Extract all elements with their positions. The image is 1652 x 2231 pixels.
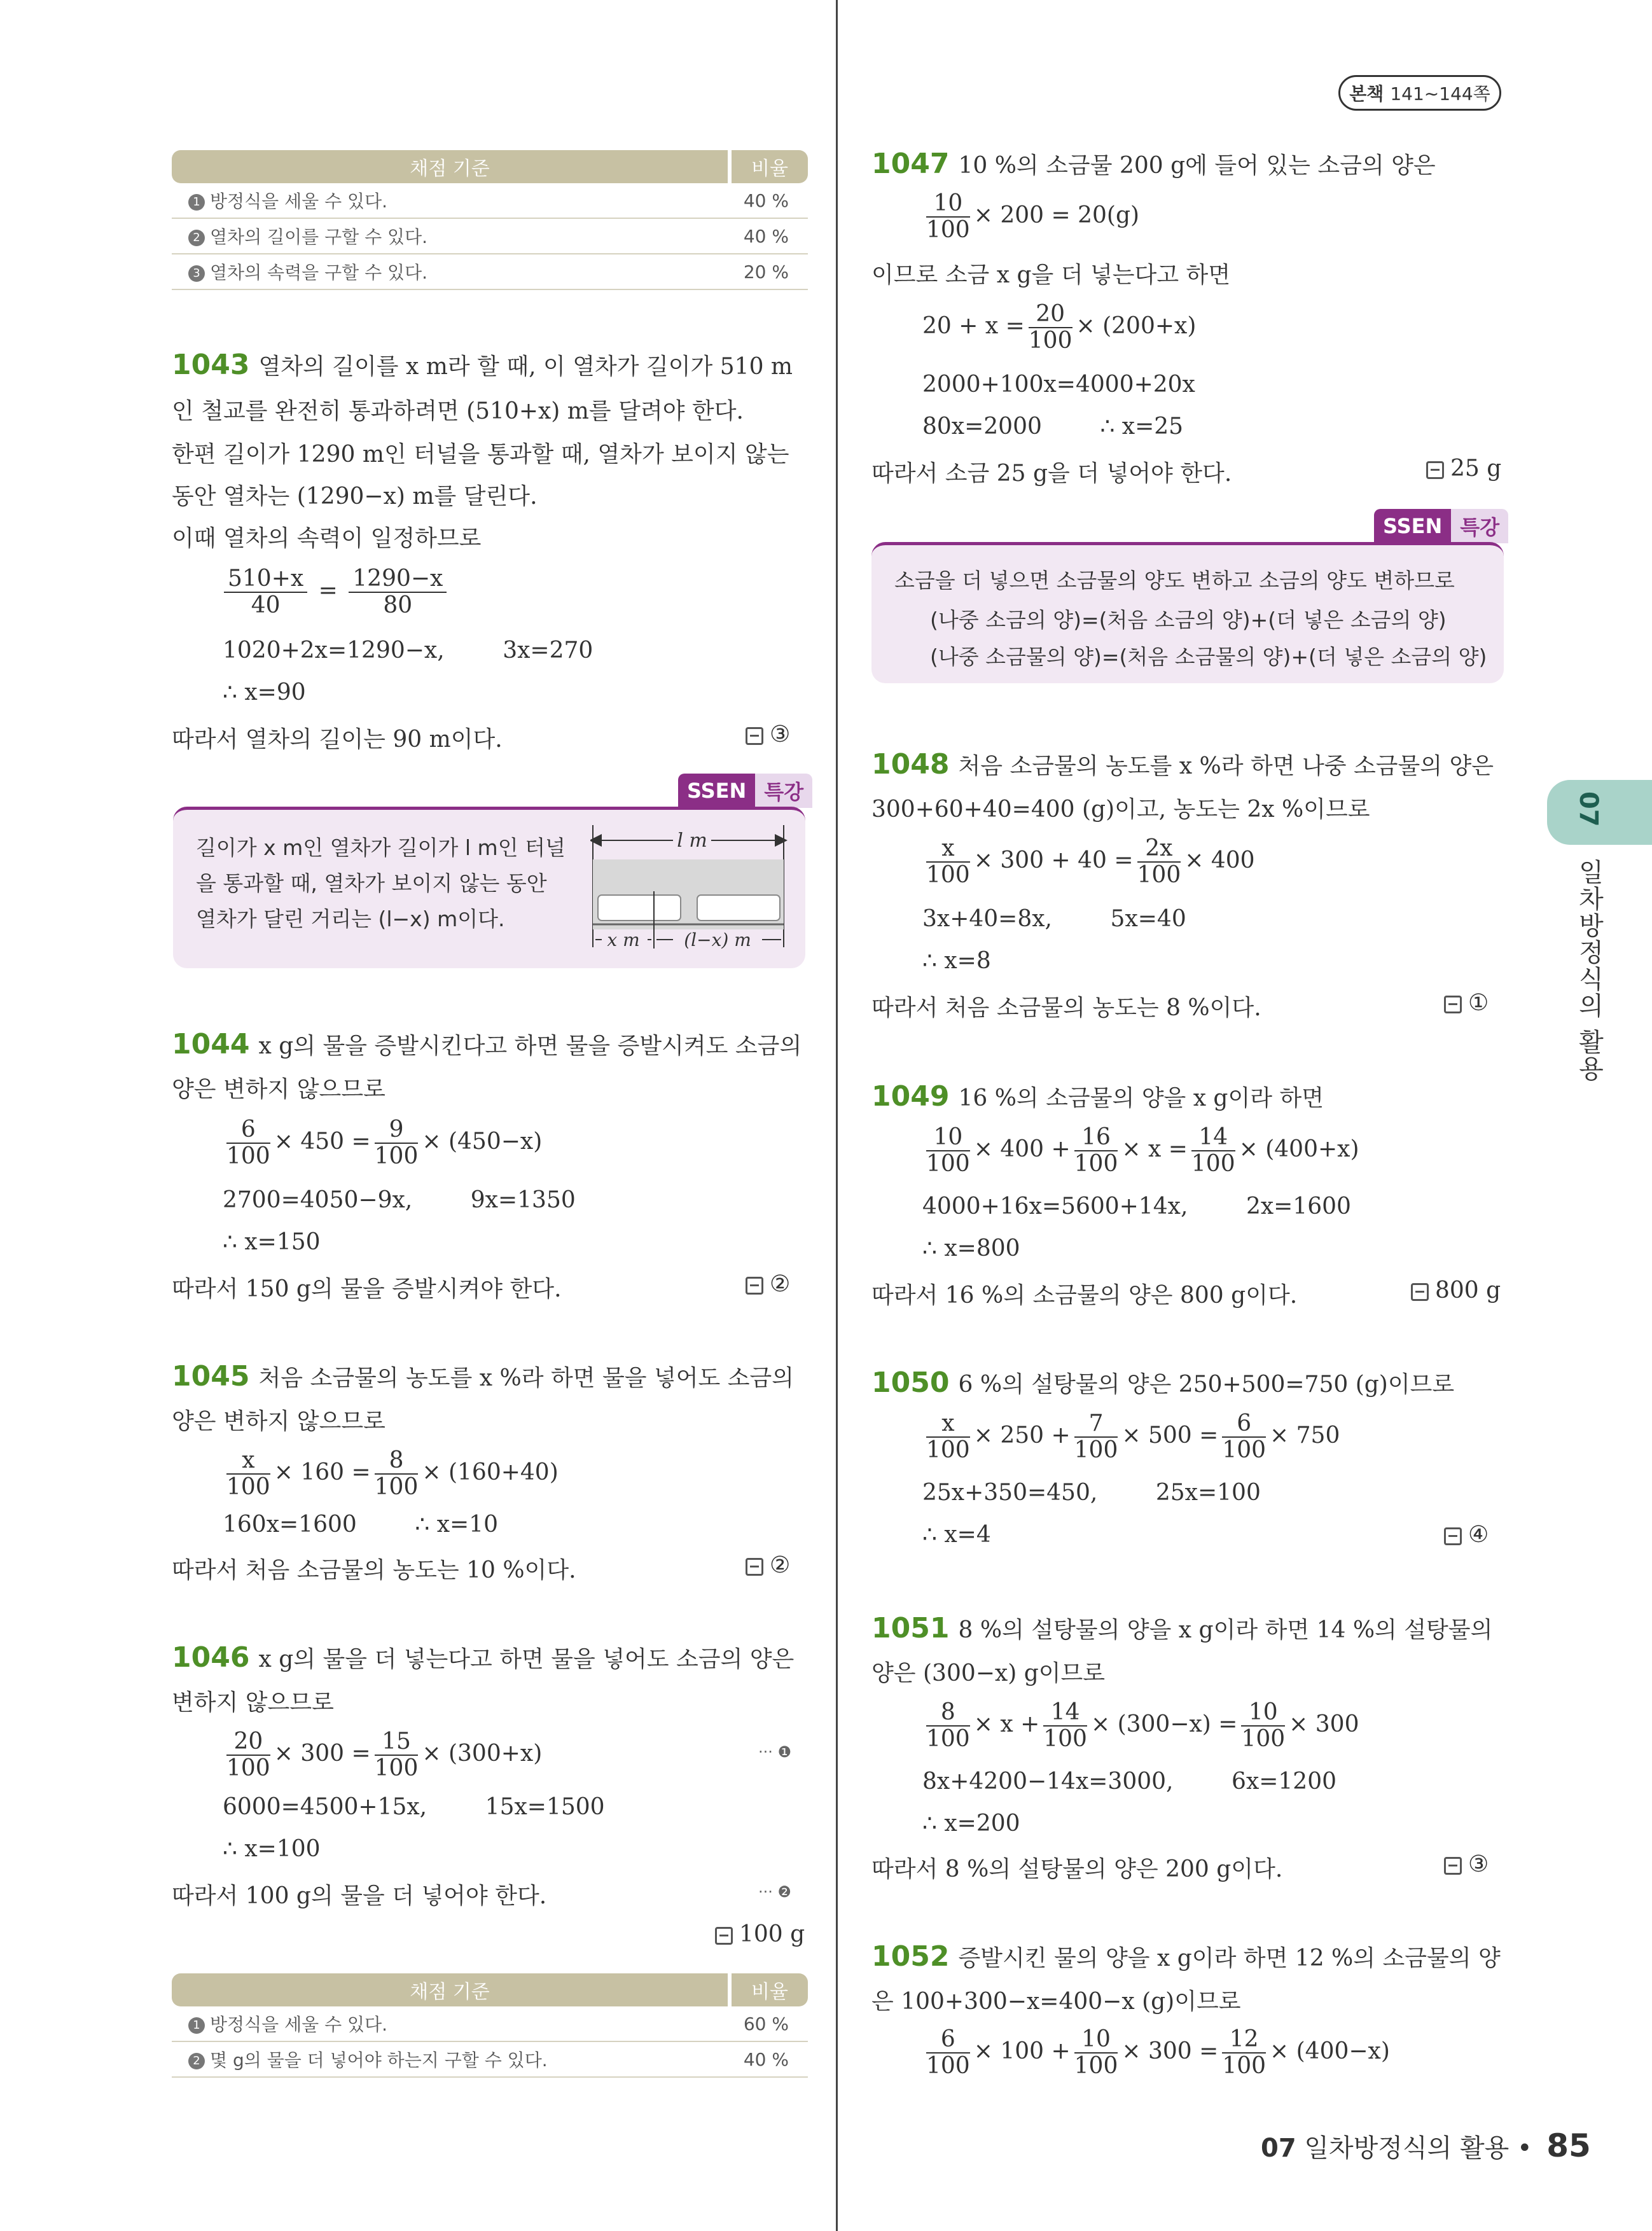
scoring-ratio: 40 % [743,190,789,211]
fraction-bottom: 100 [926,1151,970,1177]
scoring-ratio: 60 % [743,2013,789,2034]
equation [223,1117,542,1169]
answer [1426,455,1501,482]
answer-icon [1444,996,1462,1013]
solution-text: 따라서 150 g의 물을 증발시켜야 한다. [172,1276,562,1302]
answer-icon [1426,461,1444,479]
fraction-top: 15 [375,1729,419,1756]
scoring-table-1 [172,150,808,290]
equation: ∴ x=90 [223,679,306,705]
equation: ∴ x=100 [223,1836,321,1862]
fraction-bottom: 100 [1074,2053,1118,2079]
equation [922,1700,1359,1752]
scoring-ratio: 20 % [743,261,789,282]
scoring-row [172,219,808,254]
fraction-top: 20 [1029,302,1072,328]
footer-title: 일차방정식의 활용 [1304,2134,1510,2163]
problem-number: 1046 [172,1641,250,1674]
scoring-row [172,183,808,219]
answer-icon [1444,1857,1462,1875]
fraction-bottom: 100 [1191,1151,1235,1177]
footer-bullet: • [1517,2134,1532,2163]
solution-text: 10 %의 소금물 200 g에 들어 있는 소금의 양은 [958,153,1436,179]
fraction-bottom: 100 [1137,862,1181,888]
solution-text: 이므로 소금 x g을 더 넣는다고 하면 [871,262,1231,288]
equation: 2000+100x=4000+20x [922,372,1195,398]
solution-text: 16 %의 소금물의 양을 x g이라 하면 [958,1085,1324,1111]
math-term: × x + [973,1711,1040,1737]
problem-number: 1045 [172,1360,250,1393]
fraction-bottom: 40 [251,592,281,618]
answer [746,1552,790,1578]
fraction-top: x [926,836,970,863]
solution-text: 8 %의 설탕물의 양을 x g이라 하면 14 %의 설탕물의 [958,1617,1493,1643]
tip-text: 열차가 달린 거리는 (l−x) m이다. [196,907,505,931]
fraction-top: 16 [1074,1125,1118,1151]
answer-value: 25 g [1450,455,1502,482]
equation: ∴ x=150 [223,1229,321,1255]
solution-text: 따라서 열차의 길이는 90 m이다. [172,726,503,753]
solution-text: 이때 열차의 속력이 일정하므로 [172,525,482,552]
fraction-bottom: 100 [926,1726,970,1752]
chapter-tab-number: 07 [1574,791,1603,827]
step-marker: ··· ❷ [758,1883,792,1901]
math-term: × 500 = [1121,1422,1219,1449]
equation: ∴ x=200 [922,1811,1020,1837]
ssen-tag-special: 특강 [1451,509,1508,543]
solution-text: 300+60+40=400 (g)이고, 농도는 2x %이므로 [871,796,1370,823]
answer [746,1271,790,1297]
solution-text: 처음 소금물의 농도를 x %라 하면 물을 넣어도 소금의 [258,1365,795,1391]
problem-number: 1049 [871,1080,950,1113]
equation [220,566,450,618]
fraction-bottom: 100 [226,1755,270,1781]
solution-text: 열차의 길이를 x m라 할 때, 이 열차가 길이가 510 m [258,354,793,380]
solution-text: 따라서 100 g의 물을 더 넣어야 한다. [172,1883,547,1909]
page-number: 85 [1546,2127,1591,2164]
footer-chapter: 07 [1261,2134,1296,2163]
tip-text: (나중 소금의 양)=(처음 소금의 양)+(더 넣은 소금의 양) [930,608,1447,632]
solution-text: 변하지 않으므로 [172,1690,334,1716]
answer [1411,1277,1501,1303]
solution-text: 인 철교를 완전히 통과하려면 (510+x) m를 달려야 한다. [172,398,744,424]
solution-text: 한편 길이가 1290 m인 터널을 통과할 때, 열차가 보이지 않는 [172,441,789,468]
scoring-ratio: 40 % [743,225,789,247]
scoring-criterion: 방정식을 세울 수 있다. [210,191,388,212]
equation: 2700=4050−9x, 9x=1350 [223,1187,576,1213]
tip-text: 소금을 더 넣으면 소금물의 양도 변하고 소금의 양도 변하므로 [894,568,1455,593]
chapter-tab [1547,780,1652,845]
solution-text: 따라서 16 %의 소금물의 양은 800 g이다. [871,1282,1298,1309]
solution-text: x g의 물을 증발시킨다고 하면 물을 증발시켜도 소금의 [258,1033,802,1059]
math-term: × 300 = [274,1741,371,1767]
math-term: × 300 = [1121,2038,1219,2064]
answer-value: 100 g [739,1921,805,1947]
equation: 80x=2000 ∴ x=25 [922,414,1184,440]
answer [1444,1522,1489,1548]
solution-text: 증발시킨 물의 양을 x g이라 하면 12 %의 소금물의 양 [958,1945,1501,1971]
scoring-ratio: 40 % [743,2048,789,2070]
answer-value: ④ [1468,1522,1489,1548]
fraction-top: 1290−x [349,566,447,593]
fraction-top: 12 [1222,2027,1266,2054]
figure-label-hidden: (l−x) m [684,929,751,950]
math-term: × 400 + [973,1136,1071,1162]
equals-sign: = [318,578,338,604]
ssen-tag [678,774,812,808]
fraction-bottom: 100 [374,1474,419,1500]
page-footer [1261,2127,1591,2164]
math-term: × (200+x) [1076,313,1197,339]
fraction-bottom: 100 [374,1143,419,1169]
fraction-bottom: 100 [926,2053,970,2079]
problem-number: 1048 [871,748,950,781]
scoring-criterion: 열차의 길이를 구할 수 있다. [210,226,428,247]
fraction-top: 14 [1191,1125,1235,1151]
scoring-head-ratio: 비율 [732,1973,808,2006]
fraction-bottom: 100 [1222,1437,1267,1463]
answer-icon [746,727,763,745]
answer-value: ② [770,1271,791,1297]
answer-icon [746,1558,763,1576]
equation: 6000=4500+15x, 15x=1500 [223,1794,605,1820]
scoring-criterion: 방정식을 세울 수 있다. [210,2014,388,2035]
tip-text: (나중 소금물의 양)=(처음 소금물의 양)+(더 넣은 소금의 양) [930,644,1487,669]
column-divider [836,0,838,2231]
equation: 4000+16x=5600+14x, 2x=1600 [922,1193,1351,1220]
answer-value: ③ [770,721,791,747]
solution-text: 은 100+300−x=400−x (g)이므로 [871,1989,1241,2015]
fraction-bottom: 100 [926,862,970,888]
scoring-criterion: 열차의 속력을 구할 수 있다. [210,262,428,283]
fraction-top: x [926,1411,970,1438]
fraction-top: 2x [1137,836,1181,863]
fraction-bottom: 100 [1074,1151,1118,1177]
step-number-badge: 2 [188,2053,205,2069]
ssen-tip-box [871,542,1504,683]
answer [1444,990,1489,1016]
answer-icon [1444,1527,1462,1545]
math-term: 20 + x = [922,313,1025,339]
fraction-bottom: 100 [1043,1726,1087,1752]
answer [746,721,790,747]
equation: 8x+4200−14x=3000, 6x=1200 [922,1769,1337,1795]
equation [922,2027,1390,2079]
step-number-badge: 1 [188,2017,205,2034]
scoring-head-criteria: 채점 기준 [172,1973,728,2006]
answer-value: ② [770,1552,791,1578]
fraction-top: 8 [375,1448,419,1475]
solution-text: 따라서 처음 소금물의 농도는 10 %이다. [172,1557,576,1583]
scoring-row [172,254,808,290]
scoring-table-2 [172,1973,808,2078]
equation [223,1729,542,1781]
fraction-top: 10 [926,191,970,218]
math-term: × x = [1121,1136,1188,1162]
solution-text: 동안 열차는 (1290−x) m를 달린다. [172,483,538,510]
answer [715,1921,805,1947]
answer-value: ① [1468,990,1489,1016]
tip-text: 을 통과할 때, 열차가 보이지 않는 동안 [196,871,547,896]
fraction-bottom: 100 [226,1143,270,1169]
fraction-bottom: 100 [1028,328,1072,354]
equation: 25x+350=450, 25x=100 [922,1480,1261,1506]
solution-text: 따라서 처음 소금물의 농도는 8 %이다. [871,995,1261,1021]
fraction-bottom: 100 [1222,2053,1267,2079]
math-term: × 450 = [274,1129,371,1155]
equation: ∴ x=800 [922,1235,1020,1261]
solution-text: 처음 소금물의 농도를 x %라 하면 나중 소금물의 양은 [958,753,1494,779]
ssen-tip-box [173,807,805,968]
problem-number: 1047 [871,148,950,180]
scoring-head-ratio: 비율 [732,150,808,183]
solution-text: 양은 변하지 않으므로 [172,1408,385,1435]
problem-number: 1050 [871,1366,950,1399]
fraction-top: 8 [926,1700,970,1727]
equation: ∴ x=8 [922,948,991,974]
fraction-bottom: 100 [1074,1437,1118,1463]
ssen-tag-label: SSEN [678,774,755,808]
math-term: × (400−x) [1270,2038,1390,2064]
figure-label-train: x m [607,929,640,950]
fraction-top: 14 [1043,1700,1087,1727]
equation: 160x=1600 ∴ x=10 [223,1512,498,1538]
solution-text: 6 %의 설탕물의 양은 250+500=750 (g)이므로 [958,1372,1455,1398]
chapter-tab-title: 일차방정식의 활용 [1574,859,1604,1082]
solution-text: 양은 변하지 않으므로 [172,1076,385,1102]
equation [922,302,1196,354]
math-term: × (160+40) [422,1459,559,1485]
equation [922,1125,1359,1177]
fraction-top: 10 [926,1125,970,1151]
answer-value: ③ [1468,1851,1489,1877]
step-number-badge: 1 [188,194,205,211]
math-term: × (400+x) [1239,1136,1359,1162]
fraction-top: 510+x [224,566,307,593]
step-number-badge: 3 [188,265,205,282]
fraction-top: 6 [926,2027,970,2054]
equation [922,1411,1340,1463]
answer-icon [1411,1283,1429,1301]
equation [922,191,1139,243]
train-tunnel-figure [590,821,789,955]
fraction-bottom: 100 [926,1437,970,1463]
scoring-head-criteria: 채점 기준 [172,150,728,183]
equation [223,1448,559,1500]
answer-icon [746,1277,763,1295]
solution-text: 따라서 8 %의 설탕물의 양은 200 g이다. [871,1856,1283,1882]
page-reference-pages: 141∼144쪽 [1390,83,1490,104]
page-reference [1338,75,1501,111]
equation [922,836,1255,888]
ssen-tag-label: SSEN [1374,509,1451,543]
problem-number: 1043 [172,349,250,381]
math-term: × 160 = [274,1459,371,1485]
fraction-top: 20 [226,1729,270,1756]
fraction-top: 10 [1241,1700,1285,1727]
scoring-row [172,2042,808,2078]
tip-text: 길이가 x m인 열차가 길이가 l m인 터널 [196,835,566,860]
math-term: × 100 + [973,2038,1071,2064]
page-reference-label: 본책 [1349,83,1384,104]
equation: 1020+2x=1290−x, 3x=270 [223,637,593,664]
fraction-top: x [226,1448,270,1475]
problem-number: 1051 [871,1612,950,1644]
fraction-bottom: 100 [374,1755,419,1781]
math-term: × (300+x) [422,1741,543,1767]
answer-icon [715,1927,733,1945]
math-term: × 200 = 20(g) [973,202,1140,228]
fraction-bottom: 100 [1241,1726,1286,1752]
fraction-top: 7 [1074,1411,1118,1438]
step-number-badge: 2 [188,230,205,246]
solution-text: 따라서 소금 25 g을 더 넣어야 한다. [871,461,1232,487]
step-marker: ··· ❶ [758,1743,792,1761]
ssen-tag-special: 특강 [755,774,812,808]
solution-text: 양은 (300−x) g이므로 [871,1660,1106,1686]
scoring-row [172,2006,808,2042]
math-term: × 750 [1270,1422,1340,1449]
problem-number: 1052 [871,1940,950,1973]
math-term: × 250 + [973,1422,1071,1449]
math-term: × (450−x) [422,1129,543,1155]
answer [1444,1851,1489,1877]
math-term: × 300 [1289,1711,1359,1737]
ssen-tag [1374,509,1508,543]
fraction-top: 10 [1074,2027,1118,2054]
fraction-top: 9 [375,1117,419,1144]
fraction-bottom: 100 [926,217,970,243]
answer-value: 800 g [1435,1277,1501,1303]
figure-label-tunnel: l m [677,830,707,852]
problem-number: 1044 [172,1028,250,1060]
fraction-bottom: 80 [383,592,413,618]
scoring-criterion: 몇 g의 물을 더 넣어야 하는지 구할 수 있다. [210,2050,548,2071]
fraction-top: 6 [1222,1411,1266,1438]
math-term: × 300 + 40 = [973,847,1134,873]
fraction-top: 6 [226,1117,270,1144]
solution-text: x g의 물을 더 넣는다고 하면 물을 넣어도 소금의 양은 [258,1646,795,1672]
fraction-bottom: 100 [226,1474,270,1500]
math-term: × 400 [1184,847,1255,873]
math-term: × (300−x) = [1090,1711,1238,1737]
equation: 3x+40=8x, 5x=40 [922,906,1186,932]
equation: ∴ x=4 [922,1522,991,1548]
